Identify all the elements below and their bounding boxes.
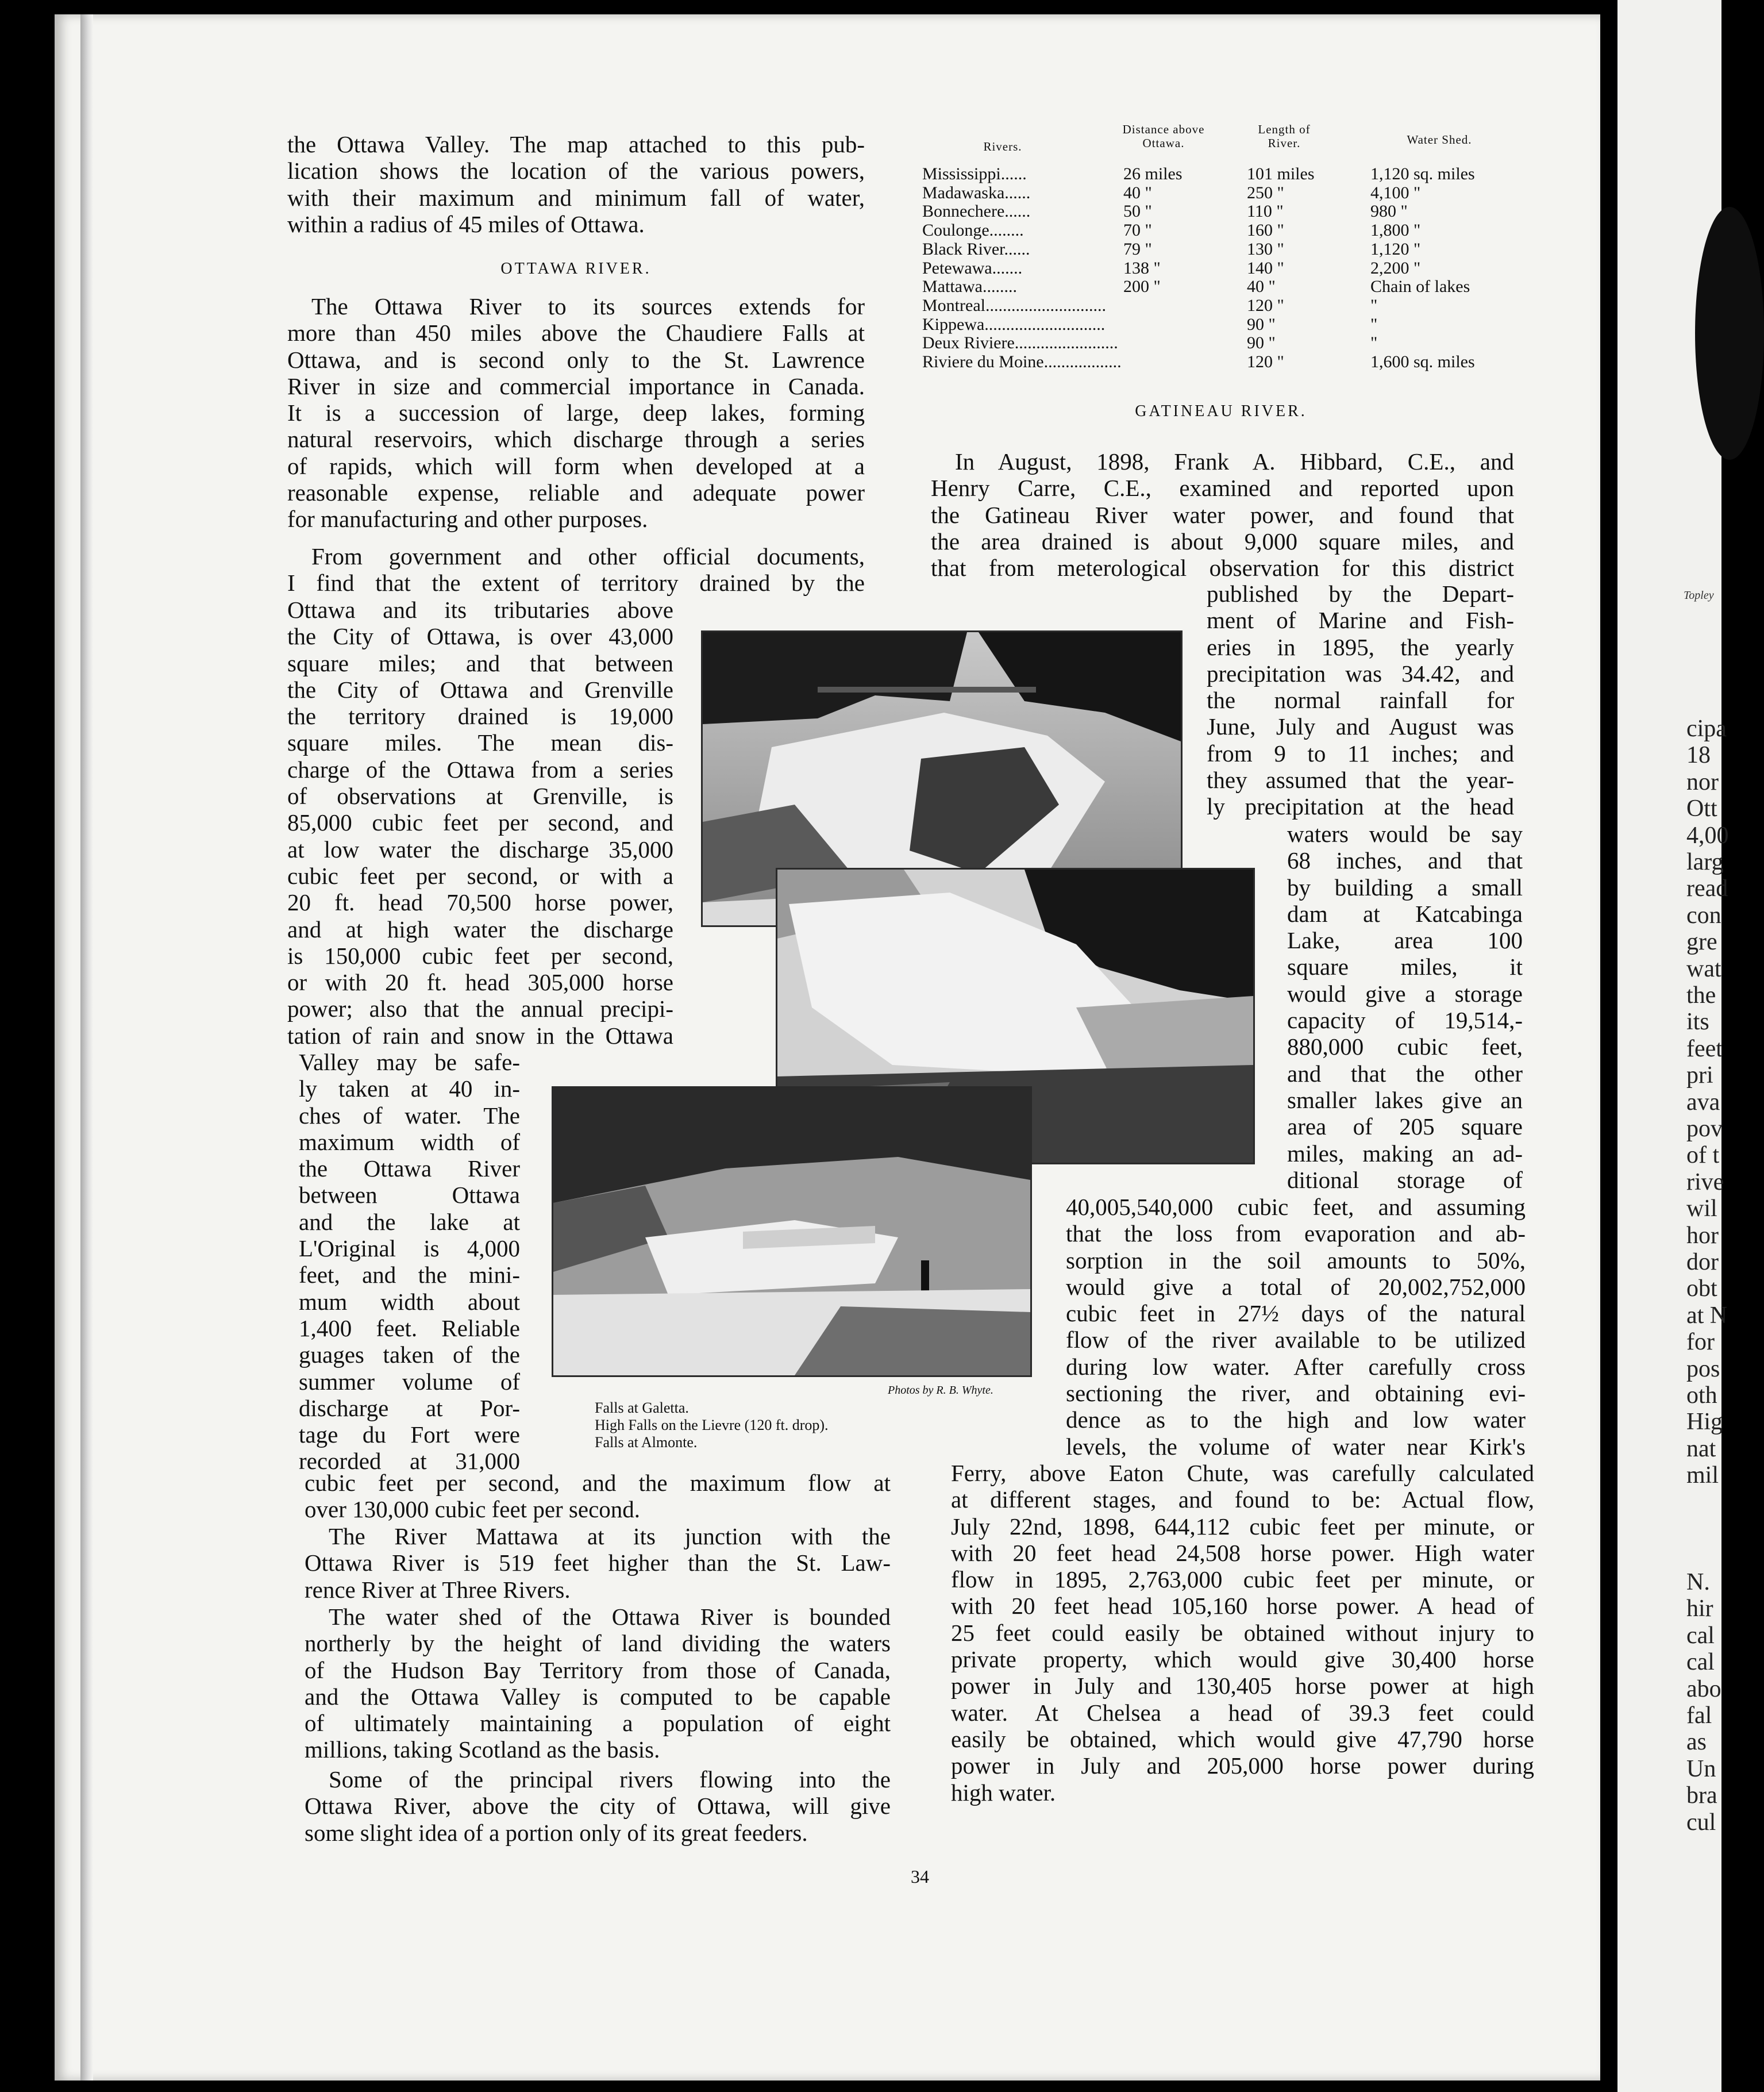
text-line: square miles. The mean dis- — [287, 729, 673, 756]
next-page-fragment: hir — [1686, 1595, 1713, 1622]
table-row — [922, 353, 1520, 371]
leader-dots: ...... — [1004, 239, 1030, 259]
length-cell: 120 " — [1247, 352, 1284, 371]
length-cell: 130 " — [1247, 239, 1284, 259]
next-page-fragment: as — [1686, 1729, 1707, 1756]
next-page-photo-edge — [1695, 207, 1764, 460]
text-line: during low water. After carefully cross — [1066, 1353, 1526, 1380]
text-line: cubic feet per second, or with a — [287, 862, 673, 889]
text-line: It is a succession of large, deep lakes, forming — [287, 399, 865, 426]
watershed-cell: " — [1370, 295, 1378, 315]
text-line: miles, making an ad- — [1287, 1140, 1523, 1167]
river-name: Mississippi...... — [922, 164, 1027, 183]
gatineau-river-heading: GATINEAU RIVER. — [1135, 402, 1307, 420]
text-line: guages taken of the — [299, 1341, 520, 1368]
text-line: 40,005,540,000 cubic feet, and assuming — [1066, 1194, 1526, 1220]
text-line: for manufacturing and other purposes. — [287, 506, 648, 533]
next-page-fragment: wat — [1686, 955, 1721, 982]
text-line: rence River at Three Rivers. — [305, 1576, 571, 1603]
text-line: eries in 1895, the yearly — [1207, 633, 1514, 660]
next-page-fragment: abo — [1686, 1675, 1721, 1702]
watershed-cell: 4,100 " — [1370, 183, 1421, 202]
length-cell: 250 " — [1247, 183, 1284, 202]
text-line: the area drained is about 9,000 square miles, and — [931, 528, 1514, 555]
text-line: ches of water. The — [299, 1102, 520, 1129]
next-page-fragment: feet — [1686, 1035, 1723, 1062]
next-page-fragment: its — [1686, 1009, 1709, 1036]
gatineau-paragraph-end — [951, 1460, 1534, 1806]
length-cell: 90 " — [1247, 314, 1276, 334]
text-line: would give a total of 20,002,752,000 — [1066, 1273, 1526, 1300]
text-line: of rapids, which will form when developed at a — [287, 452, 865, 479]
text-line: recorded at 31,000 — [299, 1448, 520, 1475]
next-page-fragment: the — [1686, 982, 1716, 1009]
text-line: charge of the Ottawa from a series — [287, 756, 673, 783]
text-line: water. At Chelsea a head of 39.3 feet could — [951, 1699, 1534, 1726]
length-cell: 160 " — [1247, 221, 1284, 240]
next-page-fragment: oth — [1686, 1382, 1717, 1409]
leader-dots: ............................ — [984, 314, 1106, 334]
next-page-fragment: Un — [1686, 1755, 1716, 1782]
text-line: of observations at Grenville, is — [287, 783, 673, 810]
photo-credit: Photos by R. B. Whyte. — [888, 1384, 993, 1397]
text-line: sectioning the river, and obtaining evi- — [1066, 1380, 1526, 1407]
distance-cell: 200 " — [1123, 277, 1161, 297]
text-line: 20 ft. head 70,500 horse power, — [287, 889, 673, 916]
river-name: Bonnechere...... — [922, 202, 1031, 221]
col-header-watershed: Water Shed. — [1407, 133, 1472, 147]
text-line: the Gatineau River water power, and found that — [931, 501, 1514, 528]
text-line: millions, taking Scotland as the basis. — [305, 1736, 660, 1763]
length-cell: 110 " — [1247, 202, 1284, 221]
next-page-fragment: Hig — [1686, 1409, 1723, 1436]
watershed-cell: 980 " — [1370, 202, 1408, 221]
text-line: and at high water the discharge — [287, 916, 673, 943]
next-page-fragment: rive — [1686, 1168, 1724, 1195]
text-line: natural reservoirs, which discharge through a series — [287, 426, 865, 453]
watershed-cell: 2,200 " — [1370, 258, 1421, 278]
text-line: area of 205 square — [1287, 1113, 1523, 1140]
text-line: power; also that the annual precipi- — [287, 995, 673, 1022]
text-line: with their maximum and minimum fall of water, — [287, 184, 865, 211]
ottawa-paragraph-2-wrap — [287, 597, 673, 1049]
ottawa-paragraph-5 — [305, 1766, 891, 1846]
page-number: 34 — [911, 1866, 929, 1887]
river-name: Kippewa............................ — [922, 314, 1106, 334]
text-line: River in size and commercial importance in Canada. — [287, 372, 865, 399]
watershed-cell: " — [1370, 314, 1378, 334]
table-row — [922, 165, 1520, 183]
text-line: mum width about — [299, 1288, 520, 1315]
text-line: over 130,000 cubic feet per second. — [305, 1496, 641, 1523]
text-line: the territory drained is 19,000 — [287, 703, 673, 730]
river-name: Petewawa....... — [922, 258, 1023, 278]
length-cell: 90 " — [1247, 333, 1276, 353]
ottawa-paragraph-3 — [305, 1523, 891, 1603]
leader-dots: .................. — [1043, 352, 1122, 371]
text-line: that the loss from evaporation and ab- — [1066, 1220, 1526, 1247]
table-row — [922, 316, 1520, 334]
table-row — [922, 259, 1520, 278]
next-page-fragment: hor — [1686, 1222, 1719, 1249]
text-line: waters would be say — [1287, 821, 1523, 847]
next-page-fragment: cal — [1686, 1622, 1715, 1649]
leader-dots: ........ — [989, 221, 1024, 240]
text-line: sorption in the soil amounts to 50%, — [1066, 1247, 1526, 1274]
text-line: square miles; and that between — [287, 649, 673, 676]
text-line: ly precipitation at the head — [1207, 793, 1514, 820]
next-page-fragment: read — [1686, 875, 1728, 902]
text-line: Valley may be safe- — [299, 1049, 520, 1075]
text-line: levels, the volume of water near Kirk's — [1066, 1433, 1526, 1460]
caption-galetta: Falls at Galetta. — [595, 1399, 689, 1416]
next-page-fragment: N. — [1686, 1569, 1710, 1595]
length-cell: 140 " — [1247, 258, 1284, 278]
length-cell: 120 " — [1247, 295, 1284, 315]
table-row — [922, 221, 1520, 240]
text-line: From government and other official documents, — [311, 543, 865, 570]
leader-dots: ...... — [1000, 164, 1027, 183]
text-line: some slight idea of a portion only of its great feeders. — [305, 1819, 808, 1846]
text-line: 68 inches, and that — [1287, 847, 1523, 874]
next-page-fragment: cal — [1686, 1649, 1715, 1676]
text-line: smaller lakes give an — [1287, 1086, 1523, 1113]
next-page-fragment: nat — [1686, 1435, 1716, 1462]
text-line: cubic feet per second, and the maximum flow at — [305, 1470, 891, 1496]
col-header-length: Length of River. — [1258, 122, 1311, 150]
text-line: summer volume of — [299, 1368, 520, 1395]
watershed-cell: 1,120 sq. miles — [1370, 164, 1475, 183]
text-line: the City of Ottawa, is over 43,000 — [287, 623, 673, 650]
next-page-fragment: larg — [1686, 849, 1724, 875]
next-page-fragment: at N — [1686, 1302, 1728, 1329]
text-line: the normal rainfall for — [1207, 687, 1514, 714]
text-line: The water shed of the Ottawa River is bounded — [329, 1603, 891, 1630]
text-line: the Ottawa River — [299, 1155, 520, 1182]
next-page-fragment: for — [1686, 1329, 1715, 1356]
text-line: reasonable expense, reliable and adequate power — [287, 479, 865, 506]
next-page-fragment: fal — [1686, 1702, 1712, 1729]
next-page-fragment: cipa — [1686, 716, 1727, 742]
text-line: Ferry, above Eaton Chute, was carefully calculated — [951, 1460, 1534, 1486]
text-line: of ultimately maintaining a population of eight — [305, 1710, 891, 1737]
gatineau-paragraph-start — [931, 448, 1514, 581]
text-line: with 20 feet head 105,160 horse power. A head of — [951, 1593, 1534, 1620]
col-header-distance: Distance above Ottawa. — [1122, 122, 1205, 150]
text-line: lication shows the location of the various powers, — [287, 157, 865, 184]
next-page-fragment: mil — [1686, 1462, 1719, 1489]
next-page-fragment: 18 — [1686, 742, 1711, 769]
text-line: of the Hudson Bay Territory from those of Canada, — [305, 1656, 891, 1683]
text-line: flow of the river available to be utilized — [1066, 1326, 1526, 1353]
ottawa-paragraph-1 — [287, 293, 865, 533]
river-name: Riviere du Moine.................. — [922, 352, 1122, 371]
text-line: high water. — [951, 1779, 1056, 1806]
river-name: Mattawa........ — [922, 277, 1017, 297]
leader-dots: ........ — [982, 277, 1017, 297]
text-line: ditional storage of — [1287, 1166, 1523, 1193]
text-line: 85,000 cubic feet per second, and — [287, 809, 673, 836]
next-page-fragment: cul — [1686, 1809, 1716, 1836]
river-name: Montreal............................ — [922, 295, 1106, 315]
text-line: The River Mattawa at its junction with the — [329, 1523, 891, 1549]
next-page-fragment: ava — [1686, 1089, 1720, 1116]
next-page-fragment: con — [1686, 902, 1721, 929]
text-line: more than 450 miles above the Chaudiere Falls at — [287, 320, 865, 347]
text-line: easily be obtained, which would give 47,790 horse — [951, 1725, 1534, 1752]
text-line: from 9 to 11 inches; and — [1207, 740, 1514, 767]
text-line: July 22nd, 1898, 644,112 cubic feet per minute, or — [951, 1513, 1534, 1540]
text-line: Ottawa, and is second only to the St. Lawrence — [287, 346, 865, 373]
distance-cell: 70 " — [1123, 221, 1152, 240]
text-line: and the Ottawa Valley is computed to be capable — [305, 1683, 891, 1710]
ottawa-river-heading: OTTAWA RIVER. — [500, 260, 652, 278]
text-line: feet, and the mini- — [299, 1262, 520, 1289]
text-line: In August, 1898, Frank A. Hibbard, C.E., and — [955, 448, 1514, 475]
text-line: at low water the discharge 35,000 — [287, 836, 673, 863]
text-line: 25 feet could easily be obtained without injury to — [951, 1619, 1534, 1646]
text-line: that from meterological observation for this district — [931, 555, 1514, 582]
photo-falls-at-almonte — [552, 1086, 1032, 1377]
text-line: Lake, area 100 — [1287, 927, 1523, 954]
distance-cell: 40 " — [1123, 183, 1152, 202]
text-line: square miles, it — [1287, 953, 1523, 980]
river-name: Deux Riviere........................ — [922, 333, 1118, 353]
next-page-fragment: 4,00 — [1686, 822, 1729, 849]
leader-dots: ........................ — [1014, 333, 1118, 353]
table-row — [922, 334, 1520, 352]
text-line: would give a storage — [1287, 980, 1523, 1007]
distance-cell: 79 " — [1123, 239, 1152, 259]
text-line: ly taken at 40 in- — [299, 1075, 520, 1102]
text-line: by building a small — [1287, 874, 1523, 901]
text-line: L'Original is 4,000 — [299, 1235, 520, 1262]
distance-cell: 50 " — [1123, 202, 1152, 221]
watershed-cell: 1,800 " — [1370, 221, 1421, 240]
text-line: capacity of 19,514,- — [1287, 1007, 1523, 1034]
distance-cell: 138 " — [1123, 258, 1161, 278]
text-line: private property, which would give 30,400 horse — [951, 1646, 1534, 1673]
text-line: 1,400 feet. Reliable — [299, 1314, 520, 1341]
caption-lievre: High Falls on the Lievre (120 ft. drop). — [595, 1417, 829, 1433]
watershed-cell: 1,120 " — [1370, 239, 1421, 259]
river-name: Black River...... — [922, 239, 1030, 259]
table-row — [922, 202, 1520, 221]
text-line: Ottawa River, above the city of Ottawa, will give — [305, 1793, 891, 1820]
next-page-fragment: obt — [1686, 1275, 1717, 1302]
next-page-fragment: pov — [1686, 1116, 1723, 1142]
next-page-fragment: dor — [1686, 1249, 1719, 1275]
text-line: the Ottawa Valley. The map attached to this pub- — [287, 131, 865, 157]
text-line: discharge at Por- — [299, 1394, 520, 1421]
next-page-fragment: pri — [1686, 1062, 1713, 1089]
text-line: the City of Ottawa and Grenville — [287, 676, 673, 703]
text-line: or with 20 ft. head 305,000 horse — [287, 969, 673, 996]
distance-cell: 26 miles — [1123, 164, 1183, 183]
text-line: flow in 1895, 2,763,000 cubic feet per minute, or — [951, 1566, 1534, 1593]
ottawa-paragraph-2-start — [287, 543, 865, 597]
text-line: 880,000 cubic feet, — [1287, 1033, 1523, 1060]
text-line: maximum width of — [299, 1128, 520, 1155]
river-name: Coulonge........ — [922, 221, 1024, 240]
ottawa-paragraph-2-narrow — [299, 1049, 520, 1475]
river-name: Madawaska...... — [922, 183, 1031, 202]
text-line: with 20 feet head 24,508 horse power. High water — [951, 1539, 1534, 1566]
next-page-fragment: wil — [1686, 1195, 1717, 1222]
col-header-rivers: Rivers. — [983, 140, 1022, 153]
text-line: and the lake at — [299, 1208, 520, 1235]
text-line: tation of rain and snow in the Ottawa — [287, 1022, 673, 1049]
text-line: Henry Carre, C.E., examined and reported upon — [931, 475, 1514, 502]
leader-dots: ...... — [1004, 183, 1031, 202]
text-line: Ottawa and its tributaries above — [287, 597, 673, 623]
leader-dots: ............................ — [985, 295, 1106, 315]
gatineau-paragraph-narrow — [1287, 821, 1523, 1193]
table-row — [922, 297, 1520, 315]
table-row — [922, 240, 1520, 259]
text-line: Ottawa River is 519 feet higher than the St. Law- — [305, 1549, 891, 1576]
text-line: within a radius of 45 miles of Ottawa. — [287, 210, 645, 237]
caption-almonte: Falls at Almonte. — [595, 1434, 698, 1451]
ottawa-paragraph-2-end — [305, 1470, 891, 1523]
text-line: The Ottawa River to its sources extends for — [311, 293, 865, 320]
next-page-credit: Topley — [1684, 589, 1714, 602]
intro-paragraph — [287, 131, 865, 237]
next-page-fragment: pos — [1686, 1355, 1720, 1382]
text-line: between Ottawa — [299, 1182, 520, 1209]
watershed-cell: " — [1370, 333, 1378, 353]
table-row — [922, 278, 1520, 296]
text-line: dence as to the high and low water — [1066, 1406, 1526, 1433]
book-spine-shadow — [80, 14, 93, 2081]
leader-dots: ...... — [1004, 202, 1031, 221]
text-line: Some of the principal rivers flowing into the — [329, 1766, 891, 1793]
text-line: northerly by the height of land dividing the waters — [305, 1630, 891, 1657]
gatineau-paragraph-middle — [1066, 1194, 1526, 1460]
length-cell: 40 " — [1247, 277, 1276, 297]
text-line: and that the other — [1287, 1060, 1523, 1087]
watershed-cell: Chain of lakes — [1370, 277, 1470, 297]
next-page-fragment: gre — [1686, 929, 1717, 956]
watershed-cell: 1,600 sq. miles — [1370, 352, 1475, 371]
text-line: I find that the extent of territory drained by the — [287, 570, 865, 597]
text-line: power in July and 205,000 horse power during — [951, 1752, 1534, 1779]
next-page-fragment: Ott — [1686, 795, 1717, 822]
text-line: power in July and 130,405 horse power at high — [951, 1672, 1534, 1699]
ottawa-paragraph-4 — [305, 1603, 891, 1763]
text-line: dam at Katcabinga — [1287, 900, 1523, 927]
text-line: June, July and August was — [1207, 713, 1514, 740]
text-line: precipitation was 34.42, and — [1207, 660, 1514, 687]
text-line: tage du Fort were — [299, 1421, 520, 1448]
length-cell: 101 miles — [1247, 164, 1315, 183]
next-page-fragment: bra — [1686, 1782, 1717, 1809]
leader-dots: ....... — [992, 258, 1023, 278]
text-line: at different stages, and found to be: Actual flow, — [951, 1486, 1534, 1513]
text-line: ment of Marine and Fish- — [1207, 607, 1514, 634]
text-line: published by the Depart- — [1207, 580, 1514, 607]
next-page-fragment: nor — [1686, 768, 1719, 795]
text-line: they assumed that the year- — [1207, 767, 1514, 794]
next-page-fragment: of t — [1686, 1142, 1720, 1169]
gatineau-paragraph-wrap — [1207, 580, 1514, 820]
text-line: is 150,000 cubic feet per second, — [287, 942, 673, 969]
table-row — [922, 184, 1520, 202]
text-line: cubic feet in 27½ days of the natural — [1066, 1300, 1526, 1327]
